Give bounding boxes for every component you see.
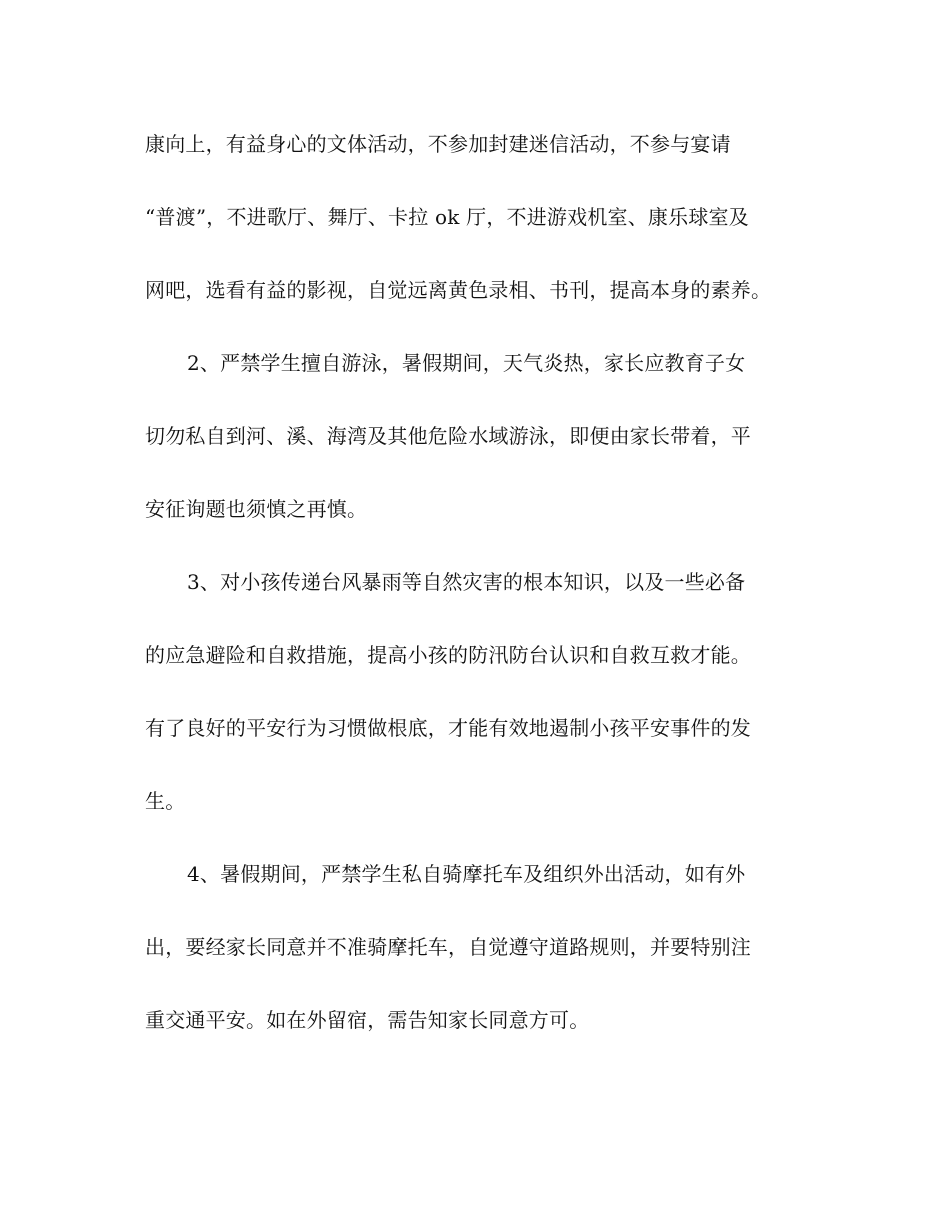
text-line: 出，要经家长同意并不准骑摩托车，自觉遵守道路规则，并要特别注 — [145, 935, 751, 959]
text-line: 康向上，有益身心的文体活动，不参加封建迷信活动，不参与宴请 — [145, 132, 731, 156]
text-line: “普渡”，不进歌厅、舞厅、卡拉 ok 厅，不进游戏机室、康乐球室及 — [145, 205, 749, 229]
text-line: 切勿私自到河、溪、海湾及其他危险水域游泳，即便由家长带着，平 — [145, 424, 751, 448]
text-line: 重交通平安。如在外留宿，需告知家长同意方可。 — [145, 1008, 590, 1032]
paragraph-start-line: 3、对小孩传递台风暴雨等自然灾害的根本知识，以及一些必备 — [187, 570, 746, 594]
text-line: 安征询题也须慎之再慎。 — [145, 497, 368, 521]
text-line: 有了良好的平安行为习惯做根底，才能有效地遏制小孩平安事件的发 — [145, 716, 751, 740]
paragraph-start-line: 4、暑假期间，严禁学生私自骑摩托车及组织外出活动，如有外 — [187, 862, 746, 886]
text-line: 生。 — [145, 789, 186, 813]
text-line: 的应急避险和自救措施，提高小孩的防汛防台认识和自救互救才能。 — [145, 643, 751, 667]
text-line: 网吧，选看有益的影视，自觉远离黄色录相、书刊，提高本身的素养。 — [145, 278, 772, 302]
paragraph-start-line: 2、严禁学生擅自游泳，暑假期间，天气炎热，家长应教育子女 — [187, 351, 746, 375]
